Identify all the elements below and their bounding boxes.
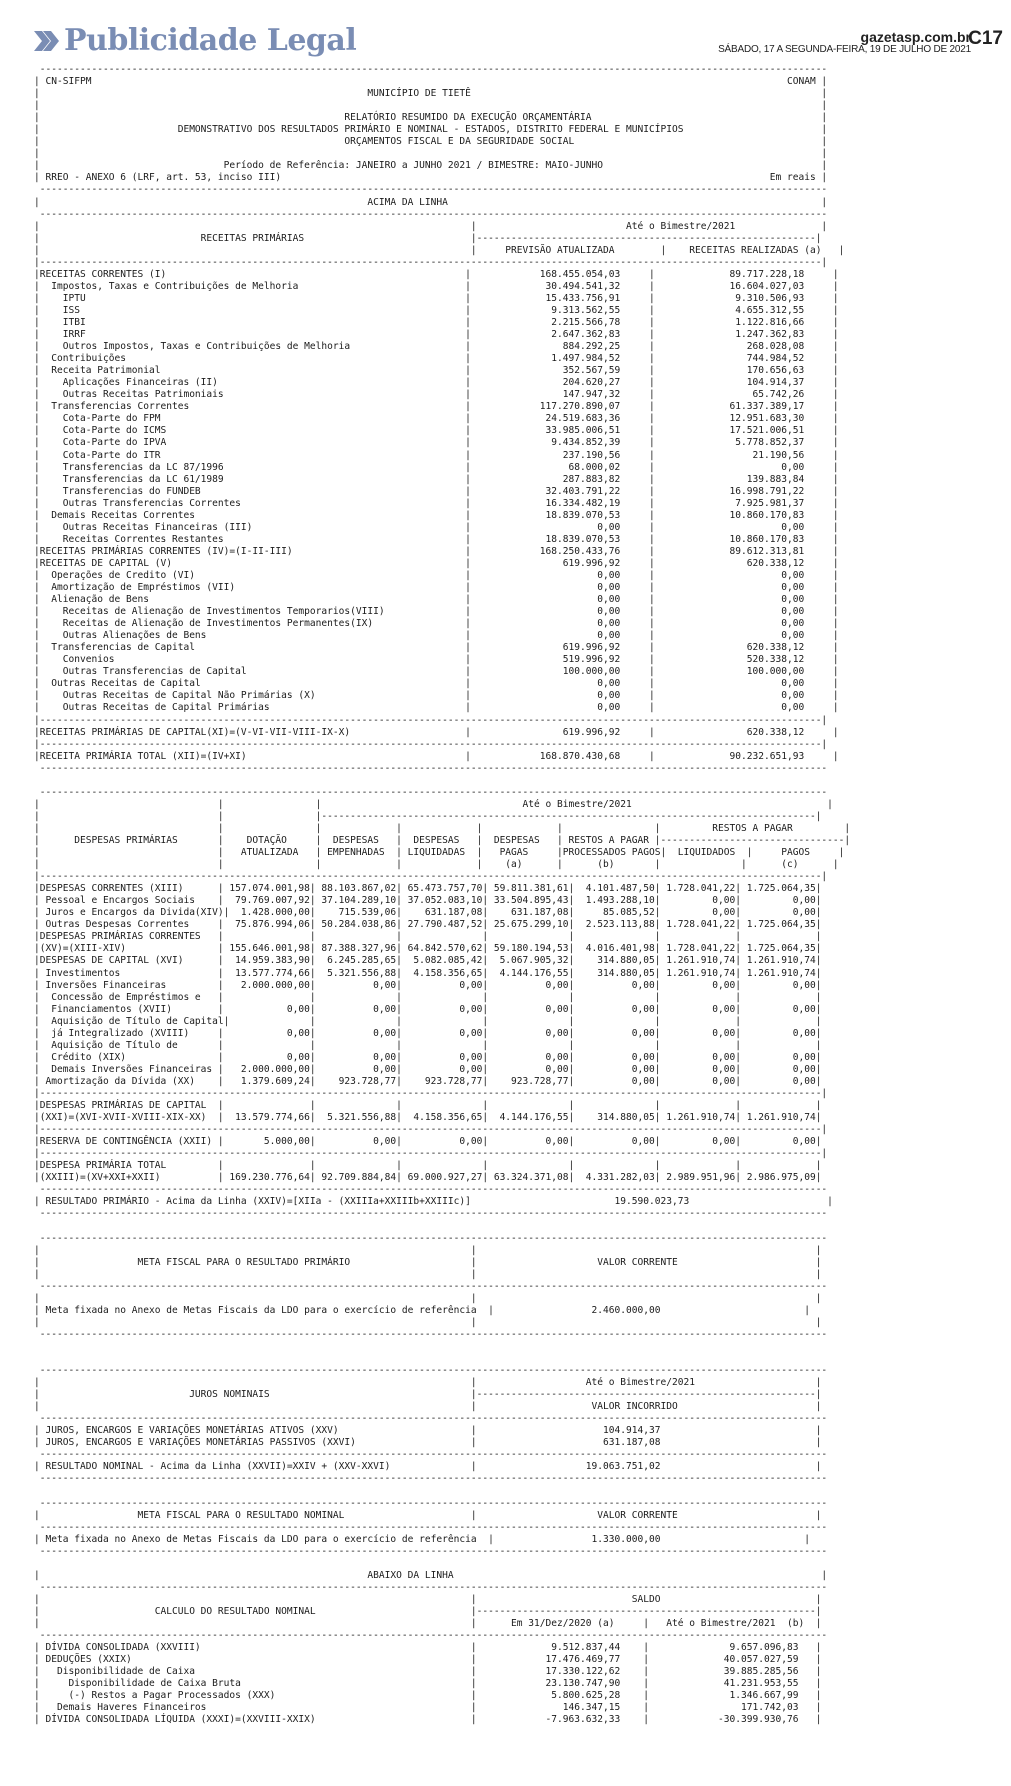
report-line: ----------------------------------------------------------------------------------------------------------------------------------------- [34, 1449, 828, 1461]
report-line: | Outras Receitas de Capital | 0,00 | 0,00 | [34, 678, 839, 690]
report-line: | Amortização de Empréstimos (VII) | 0,00 | 0,00 | [34, 582, 839, 594]
report-line: | Pessoal e Encargos Sociais | 79.769.007,92| 37.104.289,10| 37.052.083,10| 33.504.895,43| 1.493.288,10| 0,00| 0,00| [34, 895, 822, 907]
report-line: | ISS | 9.313.562,55 | 4.655.312,55 | [34, 304, 839, 316]
report-line: |RECEITAS CORRENTES (I) | 168.455.054,03 | 89.717.228,18 | [34, 268, 839, 280]
report-line: |RECEITAS DE CAPITAL (V) | 619.996,92 | 620.338,12 | [34, 557, 839, 569]
report-line: | | | | | (a) | (b) | | (c) | [34, 859, 839, 871]
report-line: | | | [34, 1292, 822, 1304]
report-line: | Outras Receitas de Capital Primárias | 0,00 | 0,00 | [34, 702, 839, 714]
report-line: | Outras Transferencias Correntes | 16.334.482,19 | 7.925.981,37 | [34, 497, 839, 509]
report-line: | JUROS NOMINAIS |-----------------------------------------------------------| [34, 1389, 822, 1401]
report-line: | DÍVIDA CONSOLIDADA LÍQUIDA (XXXI)=(XXVIII-XXIX) | -7.963.632,33 | -30.399.930,76 | [34, 1714, 822, 1726]
report-line: ----------------------------------------------------------------------------------------------------------------------------------------- [34, 1497, 828, 1509]
report-line: | Investimentos | 13.577.774,66| 5.321.556,88| 4.158.356,65| 4.144.176,55| 314.880,05| 1.261.910,74| 1.261.910,74| [34, 967, 822, 979]
report-line: | Transferencias Correntes | 117.270.890,07 | 61.337.389,17 | [34, 401, 839, 413]
report-line: | Amortização da Dívida (XX) | 1.379.609,24| 923.728,77| 923.728,77| 923.728,77| 0,00| 0,00| 0,00| [34, 1075, 822, 1087]
report-line: |----------------------------------------------------------------------------------------------------------------------------------------| [34, 714, 828, 726]
report-line: | ITBI | 2.215.566,78 | 1.122.816,66 | [34, 316, 839, 328]
report-line: | | Até o Bimestre/2021 | [34, 220, 828, 232]
report-line: ----------------------------------------------------------------------------------------------------------------------------------------- [34, 1280, 828, 1292]
report-line: ----------------------------------------------------------------------------------------------------------------------------------------- [34, 1545, 828, 1557]
report-line: | Outras Despesas Correntes | 75.876.994,06| 50.284.038,86| 27.790.487,52| 25.675.299,10| 2.523.113,88| 1.728.041,22| 1.725.064,35| [34, 919, 822, 931]
report-line: | DESPESAS PRIMÁRIAS | DOTAÇÃO | DESPESAS | DESPESAS | DESPESAS | RESTOS A PAGAR |--------------------------------| [34, 835, 851, 846]
report-line: | META FISCAL PARA O RESULTADO NOMINAL | VALOR CORRENTE | [34, 1509, 822, 1521]
report-line: |DESPESAS PRIMÁRIAS CORRENTES | | | | | | | | [34, 931, 822, 943]
report-line: | Concessão de Empréstimos e | | | | | | | | [34, 991, 822, 1003]
report-line: ----------------------------------------------------------------------------------------------------------------------------------------- [34, 64, 828, 75]
report-line: | Aplicações Financeiras (II) | 204.620,27 | 104.914,37 | [34, 377, 839, 389]
double-chevron-icon [34, 28, 60, 54]
report-line: | Cota-Parte do ICMS | 33.985.006,51 | 17.521.006,51 | [34, 425, 839, 437]
report-line: | ACIMA DA LINHA | [34, 196, 828, 208]
report-line: | MUNICÍPIO DE TIETÊ | [34, 88, 828, 100]
report-line: | Transferencias do FUNDEB | 32.403.791,22 | 16.998.791,22 | [34, 485, 839, 497]
report-line: | Demais Receitas Correntes | 18.839.070,53 | 10.860.170,83 | [34, 509, 839, 521]
report-line: | Transferencias da LC 61/1989 | 287.883,82 | 139.883,84 | [34, 473, 839, 485]
report-line: | Transferencias de Capital | 619.996,92 | 620.338,12 | [34, 642, 839, 654]
report-line: | Crédito (XIX) | 0,00| 0,00| 0,00| 0,00| 0,00| 0,00| 0,00| [34, 1051, 822, 1063]
report-line: | CN-SIFPM CONAM | [34, 76, 828, 88]
report-line: | Disponibilidade de Caixa Bruta | 23.130.747,90 | 41.231.953,55 | [34, 1678, 822, 1690]
report-line: | Outros Impostos, Taxas e Contribuições de Melhoria | 884.292,25 | 268.028,08 | [34, 341, 839, 353]
report-line: | DEDUÇÕES (XXIX) | 17.476.469,77 | 40.057.027,59 | [34, 1654, 822, 1666]
report-line: | Operações de Credito (VI) | 0,00 | 0,00 | [34, 569, 839, 581]
report-line: | Aquisição de Título de Capital| | | | | | | | [34, 1015, 822, 1027]
report-line [34, 1221, 850, 1233]
report-line: ----------------------------------------------------------------------------------------------------------------------------------------- [34, 1365, 828, 1377]
report-line: |RECEITAS PRIMÁRIAS DE CAPITAL(XI)=(V-VI-VII-VIII-IX-X) | 619.996,92 | 620.338,12 | [34, 726, 839, 738]
report-line: | Impostos, Taxas e Contribuições de Melhoria | 30.494.541,32 | 16.604.027,03 | [34, 280, 839, 292]
edition-date: SÁBADO, 17 A SEGUNDA-FEIRA, 19 DE JULHO DE 2021 [718, 44, 971, 55]
report-line: | Transferencias da LC 87/1996 | 68.000,02 | 0,00 | [34, 461, 839, 473]
report-line: | Outras Receitas de Capital Não Primárias (X) | 0,00 | 0,00 | [34, 690, 839, 702]
report-line: | | VALOR INCORRIDO | [34, 1401, 822, 1413]
report-line: | IRRF | 2.647.362,83 | 1.247.362,83 | [34, 329, 839, 341]
report-line: | | ATUALIZADA | EMPENHADAS | LIQUIDADAS | PAGAS |PROCESSADOS PAGOS| LIQUIDADOS | PAGOS | [34, 847, 845, 859]
report-line: |DESPESA PRIMÁRIA TOTAL | | | | | | | | [34, 1160, 822, 1172]
report-line: | Período de Referência: JANEIRO a JUNHO 2021 / BIMESTRE: MAIO-JUNHO | [34, 160, 828, 172]
report-line: | Inversões Financeiras | 2.000.000,00| 0,00| 0,00| 0,00| 0,00| 0,00| 0,00| [34, 979, 822, 991]
report-line: ----------------------------------------------------------------------------------------------------------------------------------------- [34, 184, 828, 196]
masthead-info [718, 30, 971, 56]
report-line: | Meta fixada no Anexo de Metas Fiscais da LDO para o exercício de referência | 1.330.000,00 | [34, 1533, 810, 1545]
report-line: | Receitas Correntes Restantes | 18.839.070,53 | 10.860.170,83 | [34, 533, 839, 545]
report-line: | RECEITAS PRIMÁRIAS |-----------------------------------------------------------| [34, 232, 822, 244]
report-line: | | [34, 148, 828, 160]
report-line: |----------------------------------------------------------------------------------------------------------------------------------------| [34, 1148, 828, 1160]
report-line: ----------------------------------------------------------------------------------------------------------------------------------------- [34, 1413, 828, 1425]
report-line: ----------------------------------------------------------------------------------------------------------------------------------------- [34, 762, 828, 774]
report-line: | Outras Transferencias de Capital | 100.000,00 | 100.000,00 | [34, 666, 839, 678]
report-line [34, 1341, 850, 1353]
report-line: ----------------------------------------------------------------------------------------------------------------------------------------- [34, 1184, 828, 1196]
report-line: | Outras Receitas Patrimoniais | 147.947,32 | 65.742,26 | [34, 389, 839, 401]
report-line: ----------------------------------------------------------------------------------------------------------------------------------------- [34, 1473, 828, 1485]
report-line: | ORÇAMENTOS FISCAL E DA SEGURIDADE SOCIAL | [34, 136, 828, 148]
report-line: | DEMONSTRATIVO DOS RESULTADOS PRIMÁRIO E NOMINAL - ESTADOS, DISTRITO FEDERAL E MUNICÍPIOS | [34, 124, 828, 136]
report-line: ----------------------------------------------------------------------------------------------------------------------------------------- [34, 1208, 828, 1220]
report-line: |----------------------------------------------------------------------------------------------------------------------------------------| [34, 738, 828, 750]
report-line [34, 1486, 850, 1498]
report-line: | ABAIXO DA LINHA | [34, 1569, 828, 1581]
report-line: | Demais Inversões Financeiras | 2.000.000,00| 0,00| 0,00| 0,00| 0,00| 0,00| 0,00| [34, 1063, 822, 1075]
section-title: Publicidade Legal [64, 23, 357, 58]
report-line [34, 1558, 850, 1570]
report-line: ----------------------------------------------------------------------------------------------------------------------------------------- [34, 1232, 828, 1244]
masthead [0, 0, 1011, 70]
report-line: |DESPESAS CORRENTES (XIII) | 157.074.001,98| 88.103.867,02| 65.473.757,70| 59.811.381,61| 4.101.487,50| 1.728.041,22| 1.725.064,35| [34, 883, 822, 895]
financial-report [34, 64, 850, 1726]
report-line: |DESPESAS PRIMÁRIAS DE CAPITAL | | | | | | | | [34, 1100, 822, 1112]
site-name[interactable]: gazetasp.com.br [860, 29, 971, 45]
report-line: | RREO - ANEXO 6 (LRF, art. 53, inciso III) Em reais | [34, 172, 828, 184]
report-line: | RESULTADO NOMINAL - Acima da Linha (XXVII)=XXIV + (XXV-XXVI) | 19.063.751,02 | [34, 1461, 822, 1473]
report-line: | JUROS, ENCARGOS E VARIAÇÕES MONETÁRIAS ATIVOS (XXV) | 104.914,37 | [34, 1425, 822, 1437]
report-line: | JUROS, ENCARGOS E VARIAÇÕES MONETÁRIAS PASSIVOS (XXVI) | 631.187,08 | [34, 1437, 822, 1449]
report-line: |----------------------------------------------------------------------------------------------------------------------------------------| [34, 256, 828, 268]
report-line: |----------------------------------------------------------------------------------------------------------------------------------------| [34, 871, 828, 883]
report-line: | já Integralizado (XVIII) | 0,00| 0,00| 0,00| 0,00| 0,00| 0,00| 0,00| [34, 1027, 822, 1039]
report-line: | Cota-Parte do FPM | 24.519.683,36 | 12.951.683,30 | [34, 413, 839, 425]
report-line: ----------------------------------------------------------------------------------------------------------------------------------------- [34, 786, 828, 798]
report-line: |----------------------------------------------------------------------------------------------------------------------------------------| [34, 1087, 828, 1099]
report-line: ----------------------------------------------------------------------------------------------------------------------------------------- [34, 1630, 828, 1642]
report-line: | | | [34, 1268, 822, 1280]
report-line: | | Até o Bimestre/2021 | [34, 1377, 822, 1389]
report-line: | | SALDO | [34, 1593, 822, 1605]
report-line: |(XXI)=(XVI-XVII-XVIII-XIX-XX) | 13.579.774,66| 5.321.556,88| 4.158.356,65| 4.144.176,55| 314.880,05| 1.261.910,74| 1.261.910,74| [34, 1112, 822, 1124]
report-line: | Demais Haveres Financeiros | 146.347,15 | 171.742,03 | [34, 1702, 822, 1714]
section-logo [34, 23, 357, 58]
report-line: | Cota-Parte do ITR | 237.190,56 | 21.190,56 | [34, 449, 839, 461]
report-line: |RECEITA PRIMÁRIA TOTAL (XII)=(IV+XI) | 168.870.430,68 | 90.232.651,93 | [34, 750, 839, 762]
report-line: | Meta fixada no Anexo de Metas Fiscais da LDO para o exercício de referência | 2.460.000,00 | [34, 1304, 810, 1316]
report-line [34, 1353, 850, 1365]
report-line: |----------------------------------------------------------------------------------------------------------------------------------------| [34, 1124, 828, 1136]
report-line: | RESULTADO PRIMÁRIO - Acima da Linha (XXIV)=[XIIa - (XXIIIa+XXIIIb+XXIIIc)] 19.590.023,73 | [34, 1196, 833, 1208]
report-line: | | PREVISÃO ATUALIZADA | RECEITAS REALIZADAS (a) | [34, 244, 845, 256]
report-line: |RESERVA DE CONTINGÊNCIA (XXII) | 5.000,00| 0,00| 0,00| 0,00| 0,00| 0,00| 0,00| [34, 1136, 822, 1148]
report-line: |(XXIII)=(XV+XXI+XXII) | 169.230.776,64| 92.709.884,84| 69.000.927,27| 63.324.371,08| 4.331.282,03| 2.989.951,96| 2.986.975,09| [34, 1172, 822, 1184]
report-line: | | | [34, 1316, 822, 1328]
report-line: | Outras Receitas Financeiras (III) | 0,00 | 0,00 | [34, 521, 839, 533]
report-line: | | |--------------------------------------------------------------------------------------| [34, 810, 822, 822]
report-line [34, 775, 850, 787]
report-line: ----------------------------------------------------------------------------------------------------------------------------------------- [34, 208, 828, 220]
report-line: | Receitas de Alienação de Investimentos Permanentes(IX) | 0,00 | 0,00 | [34, 618, 839, 630]
page-number: C17 [968, 28, 1003, 49]
report-line: | Alienação de Bens | 0,00 | 0,00 | [34, 594, 839, 606]
report-line: ----------------------------------------------------------------------------------------------------------------------------------------- [34, 1328, 828, 1340]
report-line: |DESPESAS DE CAPITAL (XVI) | 14.959.383,90| 6.245.285,65| 5.082.085,42| 5.067.905,32| 314.880,05| 1.261.910,74| 1.261.910,74| [34, 955, 822, 967]
report-line: | Financiamentos (XVII) | 0,00| 0,00| 0,00| 0,00| 0,00| 0,00| 0,00| [34, 1003, 822, 1015]
report-line: | Cota-Parte do IPVA | 9.434.852,39 | 5.778.852,37 | [34, 437, 839, 449]
report-line: ----------------------------------------------------------------------------------------------------------------------------------------- [34, 1581, 828, 1593]
report-line: | Aquisição de Título de | | | | | | | | [34, 1039, 822, 1051]
report-line: | | Em 31/Dez/2020 (a) | Até o Bimestre/2021 (b) | [34, 1618, 822, 1630]
report-line: | Juros e Encargos da Divida(XIV)| 1.428.000,00| 715.539,06| 631.187,08| 631.187,08| 85.085,52| 0,00| 0,00| [34, 907, 822, 919]
report-line: | Outras Alienações de Bens | 0,00 | 0,00 | [34, 630, 839, 642]
report-line: | DÍVIDA CONSOLIDADA (XXVIII) | 9.512.837,44 | 9.657.096,83 | [34, 1642, 822, 1654]
report-line: | META FISCAL PARA O RESULTADO PRIMÁRIO | VALOR CORRENTE | [34, 1256, 822, 1268]
report-line: | CALCULO DO RESULTADO NOMINAL |-----------------------------------------------------------| [34, 1606, 822, 1617]
report-line: | RELATÓRIO RESUMIDO DA EXECUÇÃO ORÇAMENTÁRIA | [34, 112, 828, 124]
report-line: | (-) Restos a Pagar Processados (XXX) | 5.800.625,28 | 1.346.667,99 | [34, 1690, 822, 1702]
report-line: | | | [34, 1244, 822, 1256]
report-line: ----------------------------------------------------------------------------------------------------------------------------------------- [34, 1521, 828, 1533]
report-line: |(XV)=(XIII-XIV) | 155.646.001,98| 87.388.327,96| 64.842.570,62| 59.180.194,53| 4.016.401,98| 1.728.041,22| 1.725.064,35| [34, 943, 822, 955]
report-line: | | | Até o Bimestre/2021 | [34, 798, 833, 810]
report-line: | Contribuições | 1.497.984,52 | 744.984,52 | [34, 353, 839, 365]
report-line: | Receita Patrimonial | 352.567,59 | 170.656,63 | [34, 365, 839, 377]
report-line: | Receitas de Alienação de Investimentos Temporarios(VIII) | 0,00 | 0,00 | [34, 606, 839, 618]
report-line: | Convenios | 519.996,92 | 520.338,12 | [34, 654, 839, 666]
report-line: | | | | | | | RESTOS A PAGAR | [34, 822, 851, 834]
report-line: | | [34, 100, 828, 112]
report-line: |RECEITAS PRIMÁRIAS CORRENTES (IV)=(I-II-III) | 168.250.433,76 | 89.612.313,81 | [34, 545, 839, 557]
report-line: | IPTU | 15.433.756,91 | 9.310.506,93 | [34, 292, 839, 304]
report-line: | Disponibilidade de Caixa | 17.330.122,62 | 39.885.285,56 | [34, 1666, 822, 1678]
